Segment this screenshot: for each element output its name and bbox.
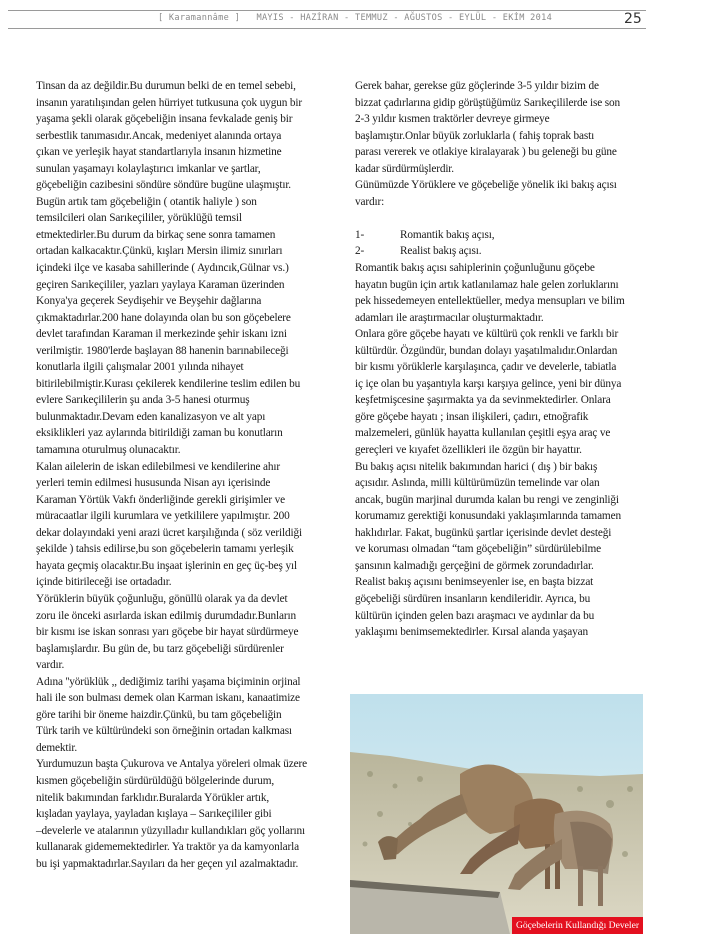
text-line: göçebeliği sürdüren insanların kendileridir. Ayrıca, bu	[355, 592, 591, 605]
header-rule-bottom	[8, 28, 646, 29]
text-line: çıkan ve yerleşik hayat standartlarıyla insanın hizmetine	[36, 146, 282, 159]
text-line: göre tarihi bir öneme haizdir.Çünkü, bu tam göçebeliğin	[36, 708, 282, 721]
list-text: Romantik bakış açısı,	[400, 228, 495, 241]
issue-date: MAYIS - HAZİRAN - TEMMUZ - AĞUSTOS - EYLÜL - EKİM 2014	[256, 13, 553, 23]
text-line: Karaman Yörtük Vakfı önderliğinde gerekli girişimler ve	[36, 493, 285, 506]
header-rule-top	[8, 10, 646, 11]
text-line: devlet tarafından Karaman il merkezinde şehir iskanı izni	[36, 328, 287, 341]
text-line: kışladan yaylaya, yayladan kışlaya – Sarıkeçililer gibi	[36, 808, 272, 821]
list-item	[355, 227, 667, 244]
text-line: başlamışlardır. Bu gün de, bu tarz göçebeliği sürdürenler	[36, 642, 284, 655]
text-line: müracaatlar ilgili kurumlara ve yetkililere yapılmıştır. 200	[36, 510, 290, 523]
left-text-column	[36, 78, 336, 872]
text-line: –develerle ve atalarının yüzyılladır kullandıkları göç yollarını	[36, 824, 305, 837]
text-line: kültürdür. Özgündür, bundan dolayı yaşatılmalıdır.Onlardan	[355, 344, 618, 357]
text-line: hali ile son bulması demek olan Karman iskanı, kanaatimize	[36, 692, 300, 705]
running-header	[140, 13, 570, 23]
text-line: etmektedirler.Bu durum da birkaç sene sonra tamamen	[36, 228, 276, 241]
text-line: içinde bitirileceği ise ortadadır.	[36, 576, 172, 589]
text-line: sunulan yaşamayı kolaylaştırıcı imkanlar ve şartlar,	[36, 162, 261, 175]
text-line: Onlara göre göçebe hayatı ve kültürü çok renkli ve farklı bir	[355, 328, 619, 341]
text-line: şansının kalmadığı gerçeğini de görmek zorundadırlar.	[355, 559, 594, 572]
text-line: hayatın bugün için artık katlanılamaz hale gelen zorluklarını	[355, 278, 619, 291]
text-line: yaklaşımı benimsemektedirler. Kırsal alanda yaşayan	[355, 626, 588, 639]
text-line: nitelik bakımından farklıdır.Buralarda Yörükler artık,	[36, 791, 270, 804]
text-line: Kalan ailelerin de iskan edilebilmesi ve kendilerine ahır	[36, 460, 280, 473]
text-line: şekilde ) tahsis edilirse,bu son göçebelerin tamamı yerleşik	[36, 543, 294, 556]
text-line: kültürün içinden gelen bazı araşmacı ve aydınlar da bu	[355, 609, 595, 622]
list-text: Realist bakış açısı.	[400, 245, 482, 258]
text-line: 2-3 yıldır kısmen traktörler devreye girmeye	[355, 113, 550, 126]
text-line: hayata geçmiş olacaktır.Bu inşaat işlerinin en geç üç-beş yıl	[36, 559, 297, 572]
text-line: serbestlik tanımasıdır.Ancak, medeniyet alanında ortaya	[36, 129, 282, 142]
text-line: Tinsan da az değildir.Bu durumun belki de en temel sebebi,	[36, 80, 296, 92]
viewpoint-list	[355, 227, 667, 260]
text-line: malzemeleri, günlük hayatta kullanılan çeşitli eşya araç ve	[355, 427, 611, 440]
photo-caption: Göçebelerin Kullandığı Develer	[512, 917, 643, 934]
text-line: tamamına oturulmuş olunacaktır.	[36, 444, 181, 457]
text-line: temsilcileri olan Sarıkeçililer, yörüklüğü temsil	[36, 212, 242, 225]
text-line: Bugün artık tam göçebeliğin ( otantik haliyle ) son	[36, 195, 257, 208]
text-line: kadar sürdürmüşlerdir.	[355, 162, 454, 175]
text-line: vardır:	[355, 195, 385, 208]
right-text-column	[355, 78, 667, 641]
text-line: bitirilebilmiştir.Kurası çekilerek kendilerine teslim edilen bu	[36, 377, 301, 390]
right-intro-text	[355, 78, 667, 210]
text-line: konutlarla ilgili çalışmalar 2001 yılında nihayet	[36, 361, 244, 374]
text-line: Romantik bakış açısı sahiplerinin çoğunluğunu göçebe	[355, 262, 595, 275]
text-line: dekar dolayındaki yeni arazi ücret karşılığında ( söz verildiği	[36, 526, 302, 539]
text-line: bulunmaktadır.Devam eden kanalizasyon ve alt yapı	[36, 410, 266, 423]
text-line: geçiren Sarıkeçililer, yazları yaylaya Karaman üzerinden	[36, 278, 285, 291]
text-line: göre göçebe hayatı ; insan ilişkileri, çadırı, etnoğrafik	[355, 410, 589, 423]
text-line: adamları ile araştırmacılar oluşturmaktadır.	[355, 311, 544, 324]
list-number: 2-	[355, 245, 365, 258]
text-line: Konya'ya geçerek Seydişehir ve Beyşehir dağlarına	[36, 295, 262, 308]
text-line: Bu bakış açısı nitelik bakımından harici ( dış ) bir bakış	[355, 460, 598, 473]
text-line: verilmiştir. 1980'lerde başlayan 88 hanenin barınabileceği	[36, 344, 289, 357]
text-line: içindeki ilçe ve kasaba sahillerinde ( Aydıncık,Gülnar vs.)	[36, 262, 289, 275]
text-line: yaşama şekli olarak göçebeliğin insana fevkalade geniş bir	[36, 113, 293, 126]
text-line: parası vererek ve otlakiye kiralayarak ) bu geleneği bu güne	[355, 146, 617, 159]
magazine-name: [ Karamannâme ]	[157, 13, 241, 23]
text-line: Günümüzde Yörüklere ve göçebeliğe yönelik iki bakış açısı	[355, 179, 617, 192]
text-line: Gerek bahar, gerekse güz göçlerinde 3-5 yıldır bizim de	[355, 80, 599, 92]
spacer	[355, 210, 667, 227]
list-number: 1-	[355, 228, 365, 241]
text-line: haklıdırlar. Fakat, bugünkü şartlar içerisinde devlet desteği	[355, 526, 612, 539]
text-line: bizzat çadırlarına gidip görüştüğümüz Sarıkeçililerde ise son	[355, 96, 621, 109]
camel-photo	[350, 694, 643, 934]
text-line: Yurdumuzun başta Çukurova ve Antalya yöreleri olmak üzere	[36, 758, 307, 771]
list-item	[355, 243, 667, 260]
camel-photo-illustration	[350, 694, 643, 934]
text-line: gereçleri ve kıyafet özellikleri ile özgün bir hayattır.	[355, 444, 582, 457]
text-line: başlamıştır.Onlar büyük zorluklarla ( fahiş toprak bastı	[355, 129, 595, 142]
text-line: kısmen göçebeliğin sürdürüldüğü bölgelerinde durum,	[36, 774, 275, 787]
text-line: demektir.	[36, 741, 78, 754]
text-line: bir kısmı ise iskan sonrası yarı göçebe bir hayat sürdürmeye	[36, 626, 299, 639]
right-body-text	[355, 260, 667, 641]
text-line: çıkmaktadırlar.200 hane dolayında olan bu son göçebelere	[36, 311, 291, 324]
text-line: yerleri temin edilmesi hususunda Nisan ayı içerisinde	[36, 477, 271, 490]
text-line: zoru ile önceki asırlarda iskan edilmiş durumdadır.Bunların	[36, 609, 297, 622]
text-line: bu işi yapmaktadırlar.Sayıları da her geçen yıl azalmaktadır.	[36, 857, 299, 870]
text-line: iç içe olan bu yaşantıyla karşı karşıya gelince, yeni bir dünya	[355, 377, 622, 390]
page-number: 25	[624, 11, 642, 27]
text-line: ve koruması olmadan “tam göçebeliğin” sürdürülebilme	[355, 543, 601, 556]
text-line: korumamız gerektiği konusundaki yaklaşımlarında tamamen	[355, 510, 621, 523]
text-line: keşfetmişcesine şaşırmakta ya da sevinmektedirler. Onlara	[355, 394, 611, 407]
text-line: ancak, bugün marjinal durumda kalan bu rengi ve zenginliği	[355, 493, 619, 506]
text-line: vardır.	[36, 659, 65, 672]
text-line: kullanarak gidememektedirler. Ya traktör ya da kamyonlarla	[36, 841, 299, 854]
text-line: açısıdır. Aslında, milli kültürümüzün temelinde var olan	[355, 477, 600, 490]
text-line: Yörüklerin büyük çoğunluğu, gönüllü olarak ya da devlet	[36, 592, 288, 605]
text-line: pek hissedemeyen entellektüeller, medya mensupları ve bilim	[355, 295, 625, 308]
text-line: Türk tarih ve kültüründeki son örneğinin ortadan kalkması	[36, 725, 292, 738]
text-line: insanın yaratılışından gelen hürriyet tutkusuna çok uygun bir	[36, 96, 302, 109]
text-line: Realist bakış açısını benimseyenler ise, en başta bizzat	[355, 576, 594, 589]
text-line: eksiklikleri yaz aylarında bitirildiği zaman bu konutların	[36, 427, 283, 440]
text-line: Adına ''yörüklük ,, dediğimiz tarihi yaşama biçiminin orjinal	[36, 675, 301, 688]
text-line: bir kısmı yörüklerle karşılaşınca, çadır ve develerle, tabiatla	[355, 361, 617, 374]
text-line: ortadan kalkacaktır.Çünkü, kışları Mersin ilimiz sınırları	[36, 245, 283, 258]
text-line: evlere Sarıkeçililerin şu anda 3-5 hanesi oturmuş	[36, 394, 250, 407]
text-line: göçebeliğin cazibesini söndüre söndüre bugüne ulaşmıştır.	[36, 179, 291, 192]
